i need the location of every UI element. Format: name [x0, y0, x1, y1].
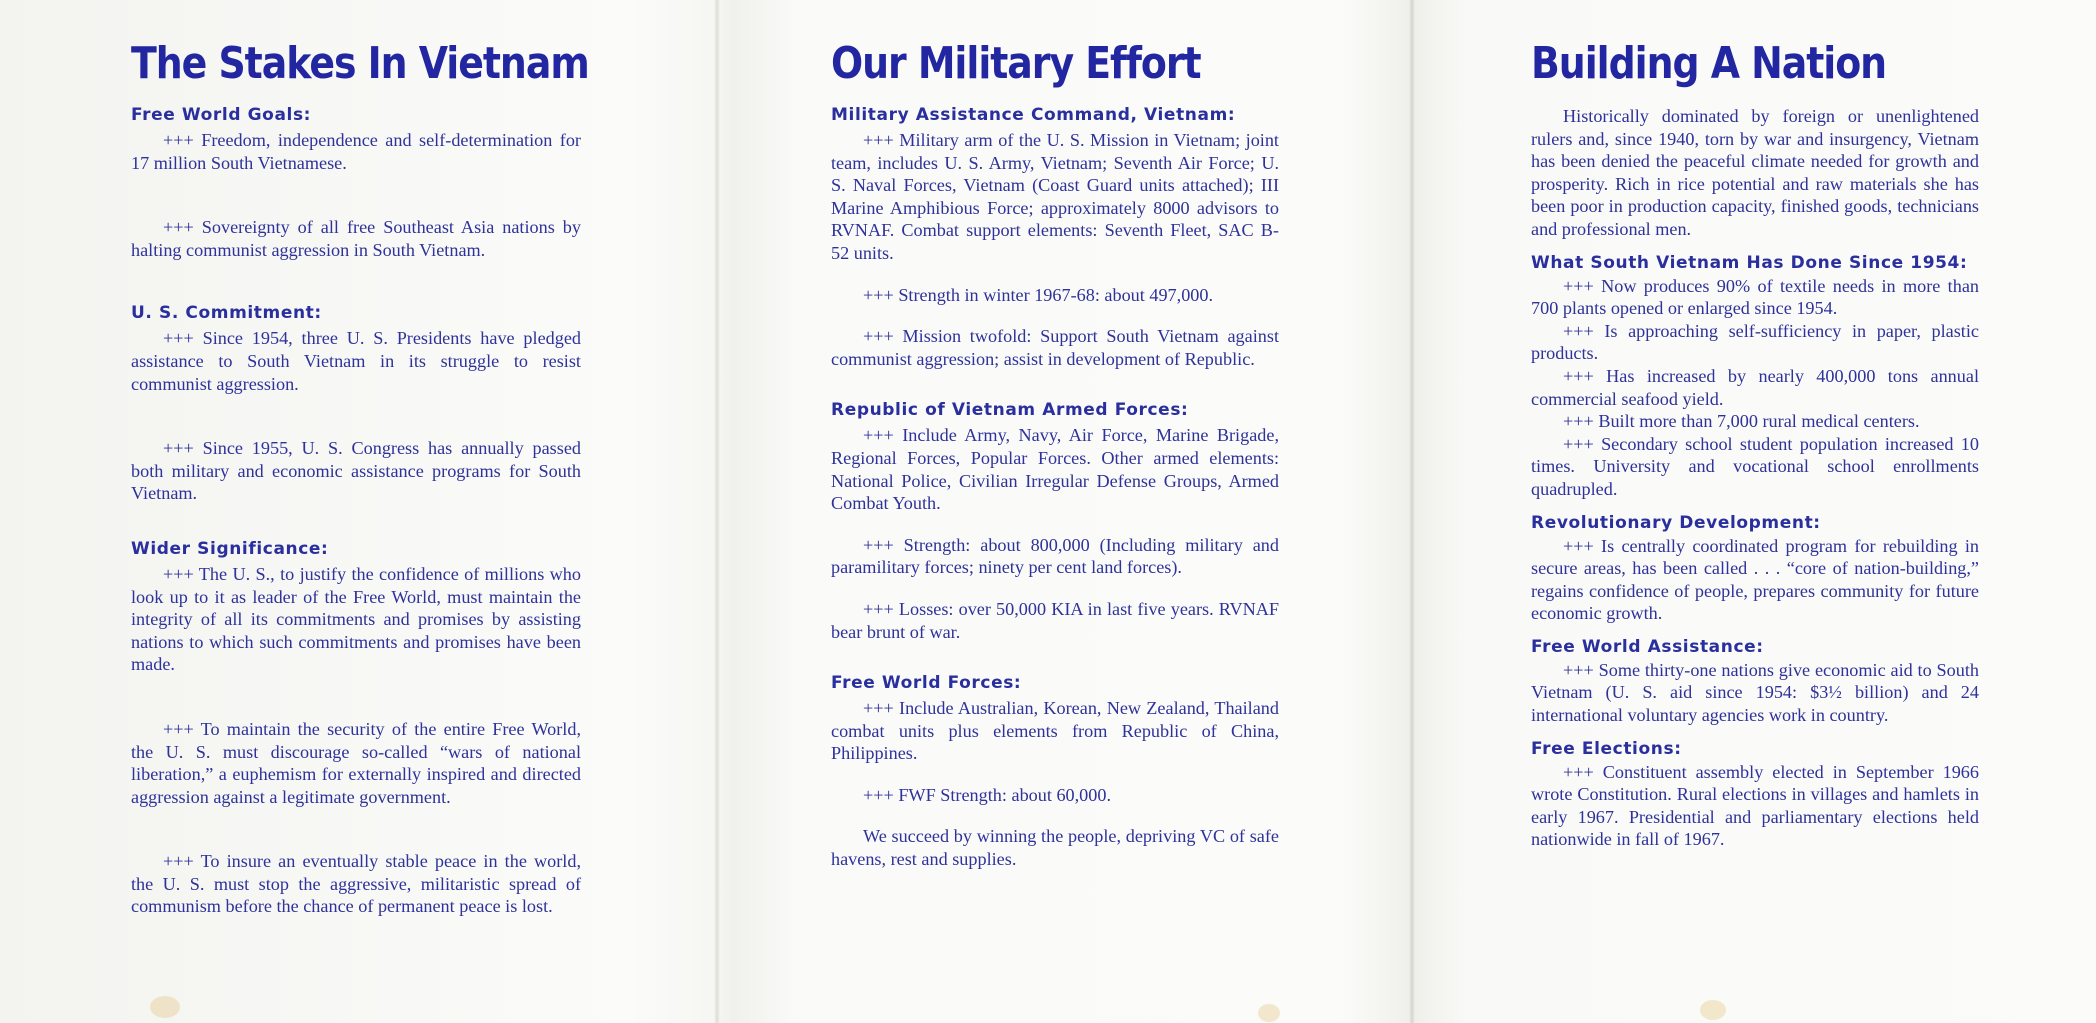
paragraph: +++ Some thirty-one nations give economic aid to South Vietnam (U. S. aid since 1954: $3½ billion) and 24 international voluntary agencies work in country. — [1531, 659, 1979, 726]
panel-stakes-in-vietnam — [131, 38, 589, 960]
paragraph: +++ Is approaching self-sufficiency in paper, plastic products. — [1531, 320, 1979, 364]
paper-stain — [1258, 1004, 1280, 1022]
fold-crease-left — [714, 0, 720, 1023]
paragraph: +++ The U. S., to justify the confidence of millions who look up to it as leader of the Free World, must maintain the integrity of all its commitments and promises by assisting nations to which such commitments and promises have been made. — [131, 563, 581, 675]
section-since-1954 — [1531, 253, 1979, 501]
section-heading: Republic of Vietnam Armed Forces: — [831, 400, 1189, 421]
paragraph: +++ Include Army, Navy, Air Force, Marine Brigade, Regional Forces, Popular Forces. Other armed elements: National Police, Civilian Irregular Defense Groups, Armed Combat Youth. — [831, 425, 1279, 514]
paragraph: +++ Military arm of the U. S. Mission in Vietnam; joint team, includes U. S. Army, Vietnam; Seventh Air Force; U. S. Naval Forces, Vietnam (Coast Guard units attached); III Marine Amphibious Force; approximately 8000 advisors to RVNAF. Combat support elements: Seventh Fleet, SAC B-52 units. — [831, 130, 1279, 263]
section-heading: Free World Forces: — [831, 673, 1022, 694]
panel-title: Building A Nation — [1531, 38, 1887, 89]
panel-title: Our Military Effort — [831, 38, 1201, 89]
panel-building-a-nation — [1531, 38, 1979, 863]
paragraph: +++ Strength in winter 1967-68: about 497,000. — [863, 284, 1214, 305]
section-rvnaf — [831, 400, 1279, 643]
paragraph: +++ Since 1955, U. S. Congress has annually passed both military and economic assistance programs for South Vietnam. — [131, 438, 581, 504]
section-heading: Military Assistance Command, Vietnam: — [831, 105, 1236, 125]
section-free-world-goals — [131, 105, 581, 261]
paragraph: +++ Strength: about 800,000 (Including military and paramilitary forces; ninety per cent land forces). — [831, 534, 1279, 578]
paragraph: +++ Secondary school student population increased 10 times. University and vocational school enrollments quadrupled. — [1531, 433, 1979, 499]
section-heading: Free World Assistance: — [1531, 636, 1764, 657]
section-free-elections — [1531, 739, 1979, 851]
paragraph: +++ To maintain the security of the entire Free World, the U. S. must discourage so-called “wars of national liberation,” a euphemism for externally inspired and directed aggression against a legitimate government. — [131, 718, 581, 807]
paragraph: +++ Built more than 7,000 rural medical centers. — [1563, 411, 1920, 432]
section-free-world-forces — [831, 673, 1279, 871]
section-heading: Free Elections: — [1531, 738, 1682, 759]
paper-stain — [150, 996, 180, 1018]
panel-title: The Stakes In Vietnam — [131, 38, 589, 89]
paragraph: +++ Mission twofold: Support South Vietnam against communist aggression; assist in development of Republic. — [831, 326, 1279, 369]
intro-paragraph: Historically dominated by foreign or unenlightened rulers and, since 1940, torn by war and insurgency, Vietnam has been denied the peaceful climate needed for growth and prosperity. Rich in rice potential and raw materials she has been poor in production capacity, finished goods, technicians and professional men. — [1531, 106, 1979, 239]
paragraph: +++ Include Australian, Korean, New Zealand, Thailand combat units plus elements from Republic of China, Philippines. — [831, 698, 1279, 764]
section-free-world-assistance — [1531, 637, 1979, 727]
paragraph: +++ To insure an eventually stable peace in the world, the U. S. must stop the aggressive, militaristic spread of communism before the chance of permanent peace is lost. — [131, 851, 581, 917]
fold-crease-right — [1409, 0, 1415, 1023]
paragraph: We succeed by winning the people, depriving VC of safe havens, rest and supplies. — [831, 826, 1279, 870]
section-us-commitment — [131, 303, 581, 505]
section-macv — [831, 105, 1279, 370]
paper-stain — [1700, 1000, 1726, 1020]
paragraph: +++ Freedom, independence and self-determination for 17 million South Vietnamese. — [131, 130, 581, 173]
paragraph: +++ Losses: over 50,000 KIA in last five years. RVNAF bear brunt of war. — [831, 598, 1279, 642]
section-wider-significance — [131, 539, 581, 918]
section-heading: Wider Significance: — [131, 538, 329, 559]
paragraph: +++ Since 1954, three U. S. Presidents have pledged assistance to South Vietnam in its struggle to resist communist aggression. — [131, 328, 581, 394]
paragraph: +++ FWF Strength: about 60,000. — [863, 784, 1112, 805]
paragraph: +++ Has increased by nearly 400,000 tons annual commercial seafood yield. — [1531, 365, 1979, 409]
panel-military-effort — [831, 38, 1279, 890]
section-heading: U. S. Commitment: — [131, 303, 322, 324]
section-revolutionary-development — [1531, 513, 1979, 625]
paragraph: +++ Is centrally coordinated program for rebuilding in secure areas, has been called . . . “core of nation-building,” regains confidence of people, prepares community for future economic growth. — [1531, 535, 1979, 624]
paragraph: +++ Constituent assembly elected in September 1966 wrote Constitution. Rural elections in villages and hamlets in early 1967. Presidential and parliamentary elections held nationwide in fall of 1967. — [1531, 761, 1979, 850]
section-heading: What South Vietnam Has Done Since 1954: — [1531, 252, 1968, 273]
paragraph: +++ Sovereignty of all free Southeast Asia nations by halting communist aggression in South Vietnam. — [131, 217, 581, 260]
section-heading: Revolutionary Development: — [1531, 512, 1821, 533]
section-heading: Free World Goals: — [131, 105, 312, 125]
paragraph: +++ Now produces 90% of textile needs in more than 700 plants opened or enlarged since 1954. — [1531, 275, 1979, 319]
